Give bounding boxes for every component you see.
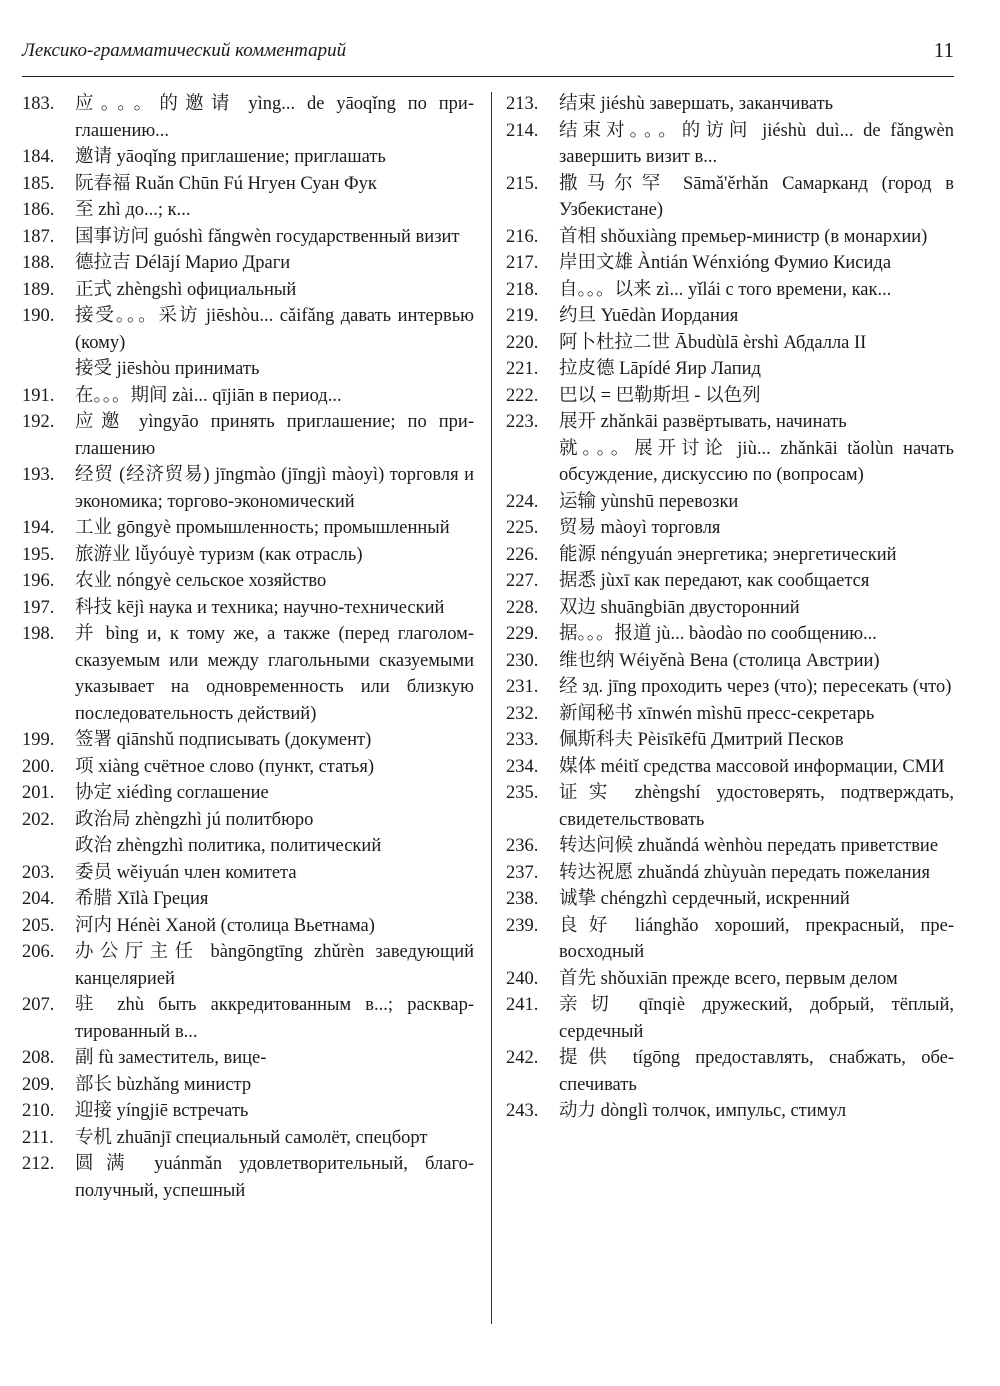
entry-number: 211. — [22, 1127, 54, 1148]
glossary-entry — [506, 860, 954, 887]
entry-number: 241. — [506, 995, 539, 1015]
entry-text: 维也纳 Wéiyěnà Вена (столица Австрии) — [559, 650, 880, 671]
glossary-entry — [22, 91, 474, 144]
entry-text: 德拉吉 Délājí Марио Драги — [75, 253, 291, 273]
column-divider — [491, 92, 492, 1324]
entry-number: 219. — [506, 306, 539, 326]
entry-text: 经贸 (经济贸易) jīngmào (jīngjì màoyì) торговля и экономика; торгово-экономический — [75, 465, 474, 512]
entry-number: 200. — [22, 756, 55, 777]
entry-number: 231. — [506, 677, 539, 697]
entry-number: 229. — [506, 624, 539, 644]
entry-text: 首相 shǒuxiàng премьер-министр (в монархии) — [559, 226, 928, 247]
entry-text: 双边 shuāngbiān двусторонний — [559, 597, 800, 618]
glossary-entry — [22, 171, 474, 198]
entry-text: 亲切 qīnqiè дружеский, добрый, тёплый, сердечный — [559, 995, 954, 1042]
glossary-entry — [22, 303, 474, 383]
entry-number: 206. — [22, 942, 55, 962]
entry-text: 应。。。的邀请 yìng... de yāoqǐng по приглашению... — [75, 94, 474, 141]
entry-text: 诚挚 chéngzhì сердечный, искренний — [559, 889, 850, 909]
entry-number: 207. — [22, 995, 55, 1015]
glossary-entry — [22, 1072, 474, 1099]
entry-text: 贸易 màoyì торговля — [559, 518, 721, 538]
glossary-entry — [22, 250, 474, 277]
glossary-entry — [506, 648, 954, 675]
entry-text: 证实 zhèngshí удостоверять, подтверждать, свидетельствовать — [559, 783, 954, 830]
glossary-entry — [506, 1045, 954, 1098]
entry-text: 至 zhì до...; к... — [75, 200, 191, 220]
entry-text: 部长 bùzhǎng министр — [75, 1074, 252, 1095]
glossary-entry — [506, 568, 954, 595]
entry-number: 222. — [506, 385, 539, 406]
entry-text: 圆满 yuánmǎn удовлетворительный, благополучный, успешный — [75, 1154, 474, 1201]
entry-text: 转达祝愿 zhuǎndá zhùyuàn передать пожелания — [559, 862, 930, 883]
glossary-entry — [22, 621, 474, 727]
glossary-entry — [506, 992, 954, 1045]
entry-text: 约旦 Yuēdàn Иордания — [559, 306, 739, 326]
glossary-entry — [506, 913, 954, 966]
entry-number: 184. — [22, 147, 55, 167]
glossary-entry — [22, 515, 474, 542]
entry-number: 215. — [506, 173, 539, 194]
entry-number: 197. — [22, 597, 55, 618]
entry-text: 结束 jiéshù завершать, заканчивать — [559, 94, 834, 114]
page-number: 11 — [933, 38, 954, 62]
entry-text: 首先 shǒuxiān прежде всего, первым делом — [559, 968, 898, 989]
entry-number: 198. — [22, 624, 55, 644]
glossary-entry — [22, 807, 474, 860]
entry-number: 187. — [22, 226, 55, 247]
glossary-entry — [506, 515, 954, 542]
entry-text: 正式 zhèngshì официальный — [75, 279, 297, 300]
entry-number: 218. — [506, 279, 539, 300]
glossary-entry — [506, 966, 954, 993]
entry-text: 能源 néngyuán энергетика; энергетический — [559, 544, 897, 565]
glossary-entry — [22, 1098, 474, 1125]
entry-text: 阮春福 Ruǎn Chūn Fú Нгуен Суан Фук — [75, 173, 377, 194]
glossary-entry — [22, 1125, 474, 1152]
entry-text: 专机 zhuānjī специальный самолёт, спецборт — [75, 1127, 428, 1148]
entry-number: 220. — [506, 332, 539, 353]
entry-subtext: 政治 zhèngzhì политика, политический — [75, 836, 382, 856]
entry-text: 阿卜杜拉二世 Ābudùlā èrshì Абдалла II — [559, 332, 867, 353]
glossary-entry — [22, 939, 474, 992]
entry-text: 接受。。。采访 jiēshòu... cǎifǎng давать интервью (кому) — [75, 306, 474, 353]
glossary-entry — [506, 356, 954, 383]
entry-text: 提供 tígōng предоставлять, снабжать, обеспечивать — [559, 1048, 954, 1095]
entry-number: 208. — [22, 1048, 55, 1068]
running-title: Лексико-грамматический комментарий — [22, 40, 347, 61]
entry-number: 243. — [506, 1101, 539, 1121]
glossary-entry — [22, 383, 474, 410]
glossary-entry — [506, 330, 954, 357]
glossary-entry — [506, 224, 954, 251]
entry-text: 旅游业 lǚyóuyè туризм (как отрасль) — [75, 544, 363, 565]
glossary-entry — [22, 1151, 474, 1204]
entry-text: 应邀 yìngyāo принять приглашение; по приглашению — [75, 412, 474, 459]
entry-text: 河内 Hénèi Ханой (столица Вьетнама) — [75, 915, 375, 936]
glossary-entry — [22, 409, 474, 462]
glossary-entry — [22, 568, 474, 595]
entry-number: 214. — [506, 120, 539, 141]
glossary-entry — [506, 780, 954, 833]
entry-number: 236. — [506, 836, 539, 856]
glossary-entry — [506, 91, 954, 118]
entry-number: 217. — [506, 253, 539, 273]
glossary-entry — [506, 277, 954, 304]
entry-number: 234. — [506, 756, 539, 777]
entry-number: 193. — [22, 465, 55, 485]
entry-text: 良好 liánghǎo хороший, прекрасный, превосходный — [559, 915, 954, 962]
glossary-entry — [22, 1045, 474, 1072]
entry-number: 194. — [22, 518, 55, 538]
glossary-entry — [506, 542, 954, 569]
entry-number: 195. — [22, 544, 55, 565]
entry-number: 233. — [506, 730, 539, 750]
glossary-entry — [22, 542, 474, 569]
entry-number: 216. — [506, 226, 539, 247]
glossary-entry — [22, 462, 474, 515]
entry-number: 235. — [506, 783, 539, 803]
entry-text: 项 xiàng счётное слово (пункт, статья) — [75, 756, 375, 777]
entry-number: 242. — [506, 1048, 539, 1068]
entry-text: 自。。。以来 zì... yǐlái с того времени, как... — [559, 279, 892, 300]
glossary-entry — [22, 780, 474, 807]
glossary-entry — [506, 1098, 954, 1125]
entry-text: 据。。。报道 jù... bàodào по сообщению... — [559, 624, 877, 644]
entry-text: 工业 gōngyè промышленность; промышленный — [75, 518, 450, 538]
glossary-entry — [22, 992, 474, 1045]
entry-text: 运输 yùnshū перевозки — [559, 491, 739, 512]
entry-text: 并 bìng и, к тому же, а также (перед глаголом-сказуемым или между глагольными сказуемыми указывает на одновременность или близкую последовательность действий) — [75, 624, 474, 724]
entry-text: 国事访问 guóshì fǎngwèn государственный визит — [75, 226, 460, 247]
entry-text: 在。。。期间 zài... qījiān в период... — [75, 385, 342, 406]
entry-text: 结束对。。。的访问 jiéshù duì... de fǎngwèn завершить визит в... — [559, 120, 954, 167]
glossary-entry — [506, 833, 954, 860]
entry-text: 办公厅主任 bàngōngtīng zhǔrèn заведующий канцелярией — [75, 942, 474, 989]
entry-number: 210. — [22, 1101, 55, 1121]
entry-number: 186. — [22, 200, 55, 220]
entry-number: 183. — [22, 94, 55, 114]
entry-text: 展开 zhǎnkāi развёртывать, начинать — [559, 412, 847, 432]
entry-text: 邀请 yāoqǐng приглашение; приглашать — [75, 147, 386, 167]
glossary-entry — [22, 860, 474, 887]
entry-number: 202. — [22, 809, 55, 830]
entry-text: 拉皮德 Lāpídé Яир Лапид — [559, 359, 761, 379]
entry-number: 221. — [506, 359, 539, 379]
entry-text: 农业 nóngyè сельское хозяйство — [75, 571, 327, 591]
entry-number: 238. — [506, 889, 539, 909]
entry-number: 209. — [22, 1074, 55, 1095]
glossary-entry — [506, 250, 954, 277]
glossary-entry — [22, 224, 474, 251]
entry-text: 签署 qiānshǔ подписывать (документ) — [75, 730, 372, 750]
entry-text: 岸田文雄 Àntián Wénxióng Фумио Кисида — [559, 253, 892, 273]
entry-number: 237. — [506, 862, 539, 883]
glossary-entry — [506, 621, 954, 648]
left-column — [22, 91, 474, 1204]
entry-text: 新闻秘书 xīnwén mìshū пресс-секретарь — [559, 703, 875, 724]
entry-text: 副 fù заместитель, вице- — [75, 1048, 267, 1068]
glossary-entry — [506, 383, 954, 410]
entry-number: 204. — [22, 889, 55, 909]
glossary-entry — [22, 727, 474, 754]
entry-number: 196. — [22, 571, 55, 591]
glossary-entry — [506, 754, 954, 781]
entry-number: 240. — [506, 968, 539, 989]
glossary-entry — [506, 674, 954, 701]
entry-number: 239. — [506, 915, 539, 936]
entry-number: 212. — [22, 1154, 55, 1174]
entry-number: 223. — [506, 412, 539, 432]
entry-number: 203. — [22, 862, 55, 883]
right-column — [506, 91, 954, 1125]
entry-text: 据悉 jùxī как передают, как сообщается — [559, 571, 870, 591]
entry-text: 经 зд. jīng проходить через (что); пересекать (что) — [559, 677, 952, 697]
entry-number: 192. — [22, 412, 55, 432]
entry-number: 205. — [22, 915, 55, 936]
glossary-entry — [22, 277, 474, 304]
glossary-entry — [506, 303, 954, 330]
entry-number: 230. — [506, 650, 539, 671]
entry-number: 224. — [506, 491, 539, 512]
running-header — [22, 36, 954, 77]
glossary-entry — [506, 727, 954, 754]
entry-text: 转达问候 zhuǎndá wènhòu передать приветствие — [559, 836, 939, 856]
glossary-entry — [506, 409, 954, 489]
entry-number: 213. — [506, 94, 539, 114]
glossary-entry — [506, 118, 954, 171]
entry-number: 189. — [22, 279, 55, 300]
entry-text: 驻 zhù быть аккредитованным в...; расквартированный в... — [75, 995, 474, 1042]
entry-text: 动力 dònglì толчок, импульс, стимул — [559, 1101, 847, 1121]
entry-text: 协定 xiédìng соглашение — [75, 783, 269, 803]
entry-text: 政治局 zhèngzhì jú политбюро — [75, 809, 314, 830]
entry-text: 迎接 yíngjiē встречать — [75, 1101, 249, 1121]
glossary-entry — [22, 913, 474, 940]
entry-text: 科技 kējì наука и техника; научно-технический — [75, 597, 445, 618]
entry-text: 撒马尔罕 Sāmǎ'ěrhǎn Самарканд (город в Узбекистане) — [559, 173, 954, 220]
glossary-entry — [22, 144, 474, 171]
glossary-entry — [506, 171, 954, 224]
entry-subtext: 就。。。展开讨论 jiù... zhǎnkāi tǎolùn начать обсуждение, дискуссию по (вопросам) — [559, 438, 954, 485]
entry-number: 201. — [22, 783, 55, 803]
entry-text: 委员 wěiyuán член комитета — [75, 862, 297, 883]
glossary-entry — [506, 595, 954, 622]
glossary-entry — [22, 886, 474, 913]
entry-text: 媒体 méitǐ средства массовой информации, СМИ — [559, 756, 945, 777]
entry-number: 228. — [506, 597, 539, 618]
glossary-entry — [506, 701, 954, 728]
entry-number: 191. — [22, 385, 55, 406]
entry-text: 希腊 Xīlà Греция — [75, 889, 209, 909]
glossary-entry — [22, 595, 474, 622]
entry-number: 190. — [22, 306, 55, 326]
glossary-entry — [22, 754, 474, 781]
entry-number: 225. — [506, 518, 539, 538]
entry-number: 188. — [22, 253, 55, 273]
entry-text: 佩斯科夫 Pèisīkēfū Дмитрий Песков — [559, 730, 844, 750]
glossary-entry — [506, 886, 954, 913]
entry-number: 185. — [22, 173, 55, 194]
entry-number: 232. — [506, 703, 539, 724]
entry-subtext: 接受 jiēshòu принимать — [75, 359, 260, 379]
entry-text: 巴以 = 巴勒斯坦 - 以色列 — [559, 385, 761, 406]
glossary-entry — [506, 489, 954, 516]
entry-number: 199. — [22, 730, 55, 750]
glossary-entry — [22, 197, 474, 224]
entry-number: 227. — [506, 571, 539, 591]
entry-number: 226. — [506, 544, 539, 565]
